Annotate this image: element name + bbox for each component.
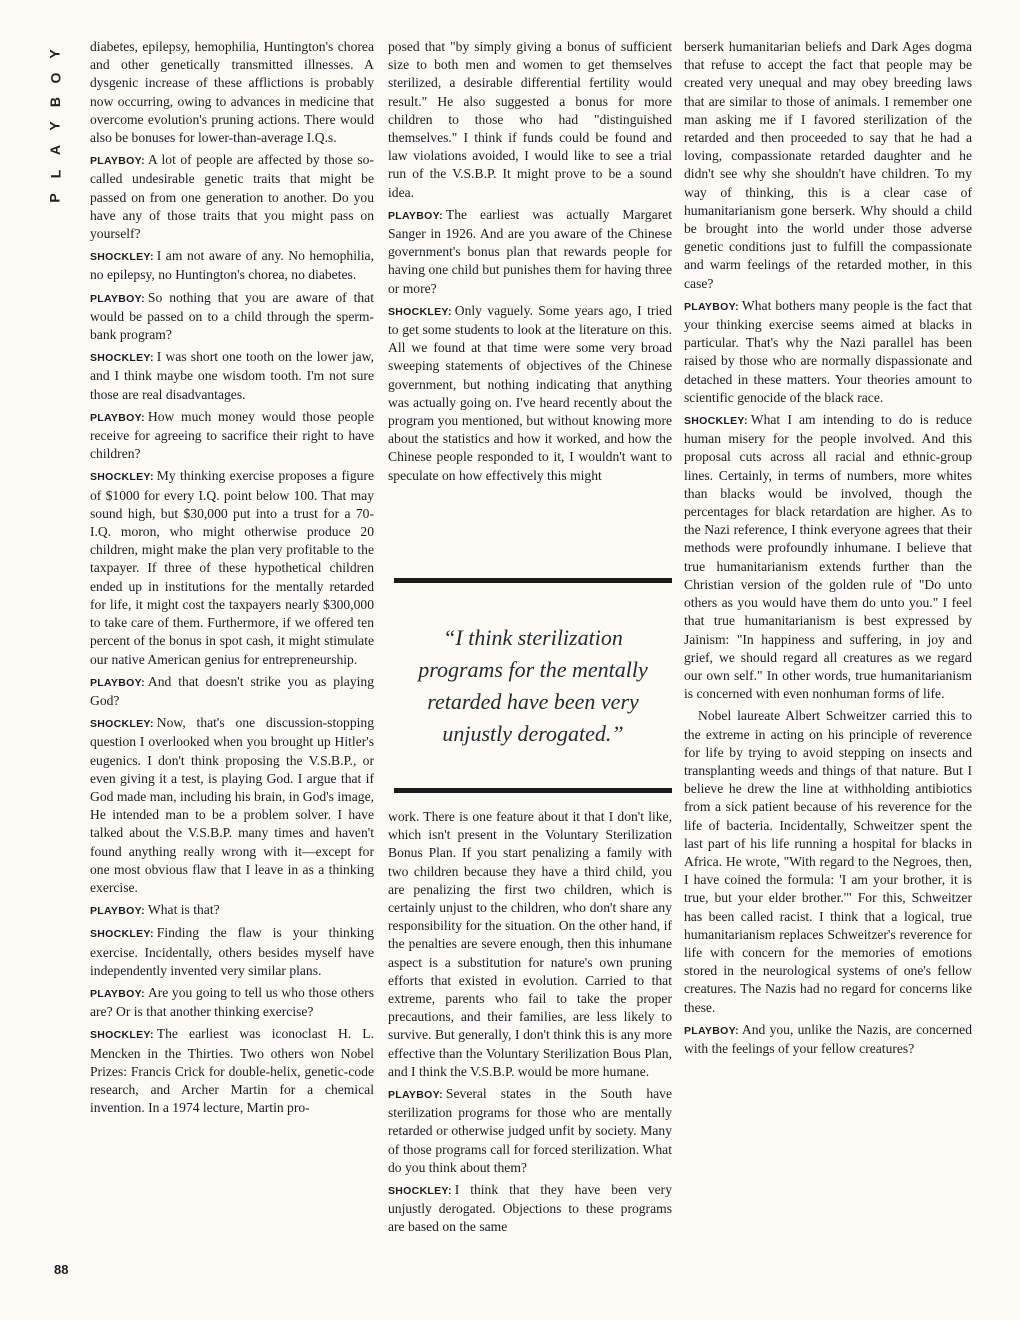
paragraph-text: berserk humanitarian beliefs and Dark Ages dogma that refuse to accept the fact that people may be created very unequal and may obey breeding laws that are similar to those of animals. I remember one man asking me if I favored sterilization of the retarded and then proceeded to say that he had a loving, compassionate retarded daughter and he didn't see why she shouldn't have children. To my way of thinking, this is a clear case of humanitarianism gone berserk. Why should a child be brought into the world under those adverse genetic conditions just to fulfill the compassionate and warm feelings of the retarded mother, in this case? xyxy=(684,39,972,291)
text-column-1 xyxy=(90,38,374,1121)
speaker-label: PLAYBOY: xyxy=(90,676,145,689)
text-column-3 xyxy=(684,38,972,1062)
speaker-label: PLAYBOY: xyxy=(90,905,145,918)
speaker-label: PLAYBOY: xyxy=(388,209,443,222)
interview-paragraph xyxy=(90,38,374,147)
text-column-2-top xyxy=(388,38,672,489)
paragraph-text: How much money would those people receive for agreeing to sacrifice their right to have children? xyxy=(90,408,374,462)
masthead-letter: Y xyxy=(47,49,63,59)
speaker-label: SHOCKLEY: xyxy=(90,251,154,264)
interview-paragraph xyxy=(90,1025,374,1117)
interview-paragraph xyxy=(90,714,374,897)
masthead xyxy=(46,42,72,210)
interview-paragraph xyxy=(388,206,672,298)
pull-quote xyxy=(394,578,672,793)
paragraph-text: Finding the flaw is your thinking exercise. Incidentally, others besides myself have independently invented very similar plans. xyxy=(90,925,374,978)
paragraph-text: posed that "by simply giving a bonus of sufficient size to both men and women to get themselves sterilized, a desirable differential fertility would result." He also suggested a bonus for more children to those who had "distinguished themselves." I think if funds could be found and law violations avoided, I would like to see a trial run of the V.S.B.P. It might prove to be a sound idea. xyxy=(388,39,672,200)
paragraph-text: I am not aware of any. No hemophilia, no epilepsy, no Huntington's chorea, no diabetes. xyxy=(90,248,374,283)
speaker-label: SHOCKLEY: xyxy=(388,305,452,318)
paragraph-text: And you, unlike the Nazis, are concerned with the feelings of your fellow creatures? xyxy=(684,1021,972,1056)
masthead-letter: L xyxy=(47,169,63,179)
interview-paragraph xyxy=(90,673,374,710)
paragraph-text: Now, that's one discussion-stopping question I overlooked when you brought up Hitler's eugenics. I don't think proposing the V.S.B.P., or even giving it a test, is playing God. I argue that if God made man, including his brain, in God's image, He intended man to be a problem solver. I have talked about the V.S.B.P. many times and haven't found anything really wrong with it—except for one most obvious flaw that I leave in as a thinking exercise. xyxy=(90,715,374,895)
paragraph-text: I think that they have been very unjustly derogated. Objections to these programs are based on the same xyxy=(388,1182,672,1235)
speaker-label: SHOCKLEY: xyxy=(90,352,154,365)
interview-paragraph xyxy=(90,901,374,920)
interview-paragraph xyxy=(388,1181,672,1237)
speaker-label: SHOCKLEY: xyxy=(90,1029,154,1042)
paragraph-text: The earliest was iconoclast H. L. Mencken in the Thirties. Two others won Nobel Prizes: Francis Crick for double-helix, genetic-code research, and Archer Martin for a chemical invention. In a 1974 lecture, Martin pro- xyxy=(90,1026,374,1116)
interview-paragraph xyxy=(684,297,972,407)
paragraph-text: What bothers many people is the fact that your thinking exercise seems aimed at blacks in particular. That's why the Nazi parallel has been raised by those who are normally dispassionate and detached in these matters. Your theories amount to scientific genocide of the black race. xyxy=(684,297,972,405)
masthead-letter: A xyxy=(47,144,63,156)
interview-paragraph xyxy=(90,348,374,404)
masthead-letter: O xyxy=(46,72,63,84)
masthead-letter: B xyxy=(47,96,63,108)
paragraph-text: diabetes, epilepsy, hemophilia, Huntington's chorea and other genetically transmitted illnesses. A dysgenic increase of these afflictions is probably now occurring, owing to advances in medicine that overcome evolution's pruning actions. There would also be bonuses for lower-than-average I.Q.s. xyxy=(90,39,374,146)
interview-paragraph xyxy=(684,1021,972,1058)
speaker-label: SHOCKLEY: xyxy=(90,471,154,484)
paragraph-text: Only vaguely. Some years ago, I tried to get some students to look at the literature on this. All we found at that time were some very broad sweeping statements of objectives of the Chinese government, but nothing indicating that anything was actually going on. I've heard recently about the program you mentioned, but without knowing more about the statistics and how it worked, and how the Chinese people responded to it, I wouldn't want to speculate on how effectively this might xyxy=(388,302,672,483)
interview-paragraph xyxy=(388,1085,672,1177)
interview-paragraph xyxy=(388,38,672,202)
speaker-label: SHOCKLEY: xyxy=(90,718,154,731)
interview-paragraph xyxy=(684,707,972,1016)
interview-paragraph xyxy=(388,808,672,1081)
pull-quote-text: “I think sterilization programs for the mentally retarded have been very unjustly derogated.” xyxy=(418,624,648,746)
paragraph-text: I was short one tooth on the lower jaw, and I think maybe one wisdom tooth. I'm not sure those are real disadvantages. xyxy=(90,349,374,402)
paragraph-text: A lot of people are affected by those so-called undesirable genetic traits that might be passed on from one generation to another. Do you have any of those traits that you might pass on yourself? xyxy=(90,152,374,242)
speaker-label: PLAYBOY: xyxy=(90,411,145,424)
paragraph-text: Several states in the South have sterilization programs for those who are mentally retarded or otherwise judged unfit by society. Many of those programs call for forced sterilization. What do you think about them? xyxy=(388,1086,672,1175)
interview-paragraph xyxy=(388,302,672,485)
paragraph-text: Nobel laureate Albert Schweitzer carried this to the extreme in acting on his principle of reverence for life by trying to avoid stepping on insects and transplanting weeds and things of that nature. But I believe he drew the line at withholding antibiotics from a sick patient because of his reverence for the life of bacteria. Incidentally, Schweitzer spent the last part of his life running a hospital for blacks in Africa. He wrote, "With regard to the Negroes, then, I have coined the formula: 'I am your brother, it is true, but your elder brother.'" For this, Schweitzer has been called racist. I think that a logical, true humanitarianism replaces Schweitzer's reverence for life with concern for the memories of emotions stored in the neurological systems of one's fellow creatures. The Nazis had no regard for concerns like these. xyxy=(684,708,972,1015)
paragraph-text: Are you going to tell us who those others are? Or is that another thinking exercise? xyxy=(90,984,374,1020)
interview-paragraph xyxy=(90,984,374,1021)
speaker-label: PLAYBOY: xyxy=(684,300,739,313)
paragraph-text: What is that? xyxy=(147,902,220,918)
speaker-label: PLAYBOY: xyxy=(90,155,145,168)
interview-paragraph xyxy=(684,411,972,703)
interview-paragraph xyxy=(90,289,374,345)
interview-paragraph xyxy=(90,467,374,668)
paragraph-text: And that doesn't strike you as playing God? xyxy=(90,673,374,708)
speaker-label: PLAYBOY: xyxy=(90,292,145,305)
interview-paragraph xyxy=(90,924,374,980)
speaker-label: PLAYBOY: xyxy=(388,1089,443,1102)
speaker-label: SHOCKLEY: xyxy=(90,928,154,941)
paragraph-text: work. There is one feature about it that I don't like, which isn't present in the Voluntary Sterilization Bonus Plan. If you start penalizing a family with two children because they have a third child, you are penalizing the first two children, which is certainly unjust to the children, who don't share any responsibility for the situation. On the other hand, if the penalties are severe enough, then this inhumane aspect is a substitution for nature's own pruning efforts that existed in evolution. Carried to that extreme, parents who fail to take the proper precautions, and their families, are less likely to survive. But generally, I don't think this is any more effective than the Voluntary Sterilization Bous Plan, and I think the V.S.B.P. would be more humane. xyxy=(388,809,672,1079)
paragraph-text: My thinking exercise proposes a figure of $1000 for every I.Q. point below 100. That may sound high, but $30,000 put into a trust for a 70-I.Q. moron, who might otherwise produce 20 children, might make the plan very profitable to the taxpayer. If three of these hypothetical children ended up in institutions for the mentally retarded for life, it might cost the taxpayers nearly $300,000 to take care of them. Furthermore, if we offered ten percent of the bonus in spot cash, it might stimulate our native American genius for entrepreneurship. xyxy=(90,468,374,667)
masthead-letter: Y xyxy=(47,121,63,131)
speaker-label: PLAYBOY: xyxy=(90,987,145,1000)
speaker-label: SHOCKLEY: xyxy=(388,1185,452,1198)
masthead-letter: P xyxy=(47,193,63,203)
paragraph-text: What I am intending to do is reduce human misery for the people involved. And this proposal cuts across all racial and ethnic-group lines. Certainly, in terms of numbers, more whites than blacks would be involved, though the percentages for black retardation are higher. As to the Nazi reference, I think everyone agrees that their methods were profoundly inhumane. I believe that true humanitarianism extends further than the Christian version of the golden rule of "Do unto others as you would have them do unto you." I feel that true humanitarianism is best expressed by Jainism: "In happiness and suffering, in joy and grief, we should regard all creatures as we regard our own self." In other words, true humanitarianism is concerned with even nonhuman forms of life. xyxy=(684,412,972,702)
interview-paragraph xyxy=(90,247,374,284)
text-column-2-bottom xyxy=(388,808,672,1241)
interview-paragraph xyxy=(90,408,374,464)
speaker-label: SHOCKLEY: xyxy=(684,415,748,428)
speaker-label: PLAYBOY: xyxy=(684,1024,739,1037)
interview-paragraph xyxy=(90,151,374,243)
paragraph-text: So nothing that you are aware of that would be passed on to a child through the sperm-bank program? xyxy=(90,289,374,343)
interview-paragraph xyxy=(684,38,972,293)
page-number: 88 xyxy=(54,1262,69,1277)
paragraph-text: The earliest was actually Margaret Sanger in 1926. And are you aware of the Chinese government's bonus plan that rewards people for having one child but punishes them for having three or more? xyxy=(388,206,672,296)
